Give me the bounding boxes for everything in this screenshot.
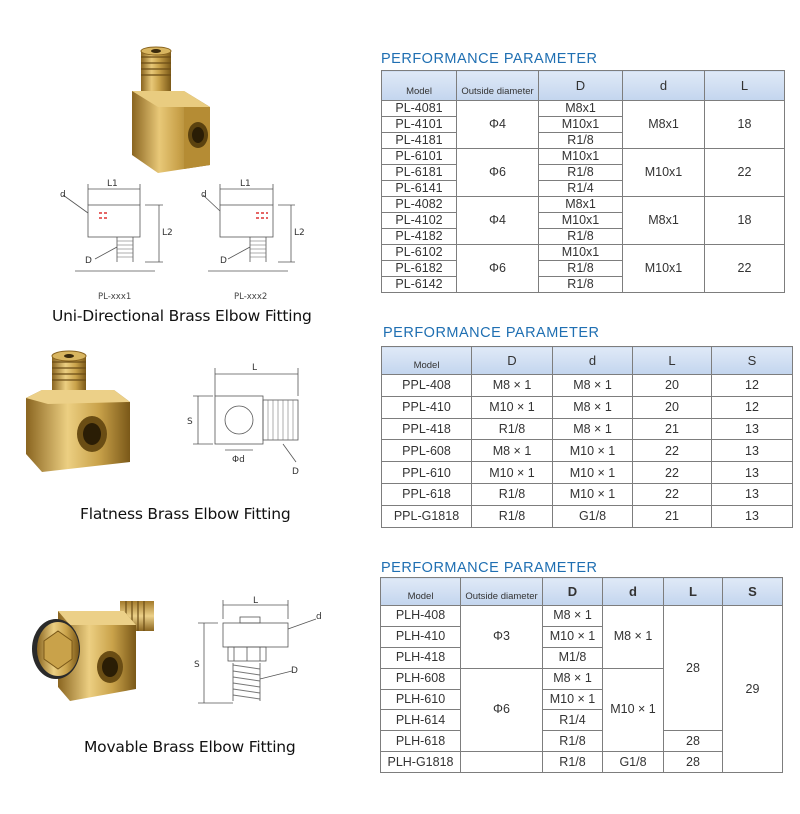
table-cell-small-d: M8x1 [623,197,705,245]
table-cell-l: 28 [664,606,723,731]
table-cell-d: M10 × 1 [543,689,603,710]
table-row [382,462,793,484]
table-cell-l: 22 [705,149,785,197]
uni-directional-caption: Uni-Directional Brass Elbow Fitting [52,307,312,325]
movable-diagram [188,595,338,715]
movable-fitting-photo [28,597,168,707]
movable-diagram-d-big-label: D [291,666,298,676]
table-cell: 22 [633,462,712,484]
flatness-diagram-s-label: S [187,417,193,427]
table-cell-d: M10x1 [539,149,623,165]
table-cell-d: R1/8 [539,133,623,149]
table-cell: M10 × 1 [472,462,553,484]
table-cell: M10 × 1 [553,440,633,462]
table-cell-model: PL-4182 [382,229,457,245]
table-cell-model: PLH-G1818 [381,752,461,773]
table-row [382,396,793,418]
uni-header-outside: Outside diameter [457,71,539,101]
table-cell: R1/8 [472,483,553,505]
table-cell: 21 [633,505,712,527]
table-cell: 13 [712,440,793,462]
table-cell-outside: Φ3 [461,606,543,669]
table-cell: M8 × 1 [553,418,633,440]
table-row [382,375,793,397]
flatness-diagram-phid-label: Φd [232,455,245,465]
flatness-diagram [178,358,328,478]
uni-table-title: PERFORMANCE PARAMETER [381,51,598,67]
table-cell-outside: Φ4 [457,101,539,149]
table-row [382,440,793,462]
table-cell: M10 × 1 [553,483,633,505]
table-cell-small-d: M10 × 1 [603,668,664,752]
movable-header-d-small: d [603,578,664,606]
table-cell-model: PL-6181 [382,165,457,181]
table-cell-model: PLH-408 [381,606,461,627]
table-cell: PPL-G1818 [382,505,472,527]
table-cell-d: R1/4 [539,181,623,197]
flatness-caption: Flatness Brass Elbow Fitting [80,505,291,523]
table-cell: M10 × 1 [553,462,633,484]
table-cell-outside [461,752,543,773]
table-cell-outside: Φ4 [457,197,539,245]
table-cell: 13 [712,462,793,484]
table-cell-l: 18 [705,197,785,245]
uni-diagram-right-l1-label: L1 [240,179,251,189]
table-cell-s: 29 [723,606,783,773]
uni-header-d-small: d [623,71,705,101]
flatness-fitting-photo [22,342,142,472]
table-cell: 12 [712,396,793,418]
table-row [382,483,793,505]
table-cell: M8 × 1 [553,396,633,418]
uni-header-model: Model [382,71,457,101]
table-cell-model: PL-6142 [382,277,457,293]
flatness-table-title: PERFORMANCE PARAMETER [383,325,600,341]
section-flatness [0,325,800,540]
table-cell-small-d: M8 × 1 [603,606,664,669]
table-cell: R1/8 [472,505,553,527]
table-cell-l: 18 [705,101,785,149]
movable-diagram-d-small-label: d [316,612,322,622]
table-cell-small-d: G1/8 [603,752,664,773]
uni-diagram-right-big-d-label: D [220,256,227,266]
table-cell-small-d: M8x1 [623,101,705,149]
table-cell-d: M10x1 [539,245,623,261]
uni-diagram-right-name: PL-xxx2 [234,292,268,302]
flatness-spec-table [381,346,793,528]
table-cell: PPL-610 [382,462,472,484]
table-cell-outside: Φ6 [457,245,539,293]
uni-directional-diagram-left [55,175,190,305]
table-cell-model: PL-4082 [382,197,457,213]
flatness-header-d-big: D [472,347,553,375]
table-cell: 13 [712,505,793,527]
table-cell-d: M1/8 [543,647,603,668]
table-cell-d: M10x1 [539,117,623,133]
table-cell-model: PL-6101 [382,149,457,165]
section-uni-directional [0,0,800,330]
table-cell-l: 28 [664,752,723,773]
table-cell: 20 [633,375,712,397]
table-cell-d: R1/8 [539,277,623,293]
table-row [382,418,793,440]
table-cell-d: R1/8 [539,261,623,277]
movable-diagram-s-label: S [194,660,200,670]
table-cell-d: R1/8 [539,229,623,245]
table-cell: R1/8 [472,418,553,440]
table-cell: 20 [633,396,712,418]
movable-diagram-l-label: L [253,596,259,606]
table-cell: M8 × 1 [472,440,553,462]
table-cell-model: PL-4181 [382,133,457,149]
flatness-diagram-d-label: D [292,467,299,477]
section-movable [0,555,800,814]
table-cell-outside: Φ6 [461,668,543,752]
table-cell: 21 [633,418,712,440]
table-cell-model: PL-6182 [382,261,457,277]
movable-header-outside: Outside diameter [461,578,543,606]
table-cell-d: M8x1 [539,101,623,117]
table-cell: PPL-608 [382,440,472,462]
table-cell-model: PL-4102 [382,213,457,229]
table-cell-model: PLH-614 [381,710,461,731]
table-cell-d: M8x1 [539,197,623,213]
table-cell: 13 [712,418,793,440]
uni-directional-spec-table [381,70,785,293]
uni-diagram-right-d-label: d [201,190,207,200]
table-cell-model: PL-4101 [382,117,457,133]
table-cell-small-d: M10x1 [623,149,705,197]
movable-header-s: S [723,578,783,606]
table-cell-model: PL-4081 [382,101,457,117]
table-cell-model: PLH-610 [381,689,461,710]
uni-diagram-l1-label: L1 [107,179,118,189]
table-cell: M8 × 1 [472,375,553,397]
table-cell: 13 [712,483,793,505]
flatness-header-d-small: d [553,347,633,375]
table-cell: M10 × 1 [472,396,553,418]
table-cell-d: R1/8 [543,731,603,752]
movable-header-model: Model [381,578,461,606]
table-cell-d: M8 × 1 [543,668,603,689]
table-cell: M8 × 1 [553,375,633,397]
table-cell: PPL-618 [382,483,472,505]
table-cell-small-d: M10x1 [623,245,705,293]
flatness-header-model: Model [382,347,472,375]
movable-spec-table [380,577,783,773]
table-cell-model: PLH-418 [381,647,461,668]
table-cell: 22 [633,483,712,505]
table-cell-l: 22 [705,245,785,293]
table-row [382,505,793,527]
flatness-diagram-l-label: L [252,363,258,373]
uni-header-d-big: D [539,71,623,101]
movable-caption: Movable Brass Elbow Fitting [84,738,296,756]
uni-header-l: L [705,71,785,101]
uni-diagram-l2-label: L2 [162,228,173,238]
table-cell-d: R1/8 [539,165,623,181]
movable-table-title: PERFORMANCE PARAMETER [381,560,598,576]
uni-diagram-big-d-label: D [85,256,92,266]
table-cell-l: 28 [664,731,723,752]
table-cell: 22 [633,440,712,462]
movable-header-d-big: D [543,578,603,606]
table-cell-outside: Φ6 [457,149,539,197]
table-cell: PPL-418 [382,418,472,440]
table-cell-d: R1/8 [543,752,603,773]
table-cell-model: PLH-410 [381,626,461,647]
flatness-header-l: L [633,347,712,375]
flatness-header-s: S [712,347,793,375]
table-cell-model: PL-6141 [382,181,457,197]
table-cell-model: PL-6102 [382,245,457,261]
table-cell-d: M10x1 [539,213,623,229]
table-cell-model: PLH-618 [381,731,461,752]
movable-header-l: L [664,578,723,606]
table-cell-d: R1/4 [543,710,603,731]
uni-diagram-d-label: d [60,190,66,200]
table-cell-model: PLH-608 [381,668,461,689]
uni-directional-fitting-photo [118,45,223,177]
table-cell-d: M10 × 1 [543,626,603,647]
table-cell: PPL-410 [382,396,472,418]
table-cell: G1/8 [553,505,633,527]
table-cell: 12 [712,375,793,397]
uni-diagram-left-name: PL-xxx1 [98,292,132,302]
table-cell: PPL-408 [382,375,472,397]
table-cell-d: M8 × 1 [543,606,603,627]
uni-directional-diagram-right [198,175,333,305]
uni-diagram-right-l2-label: L2 [294,228,305,238]
